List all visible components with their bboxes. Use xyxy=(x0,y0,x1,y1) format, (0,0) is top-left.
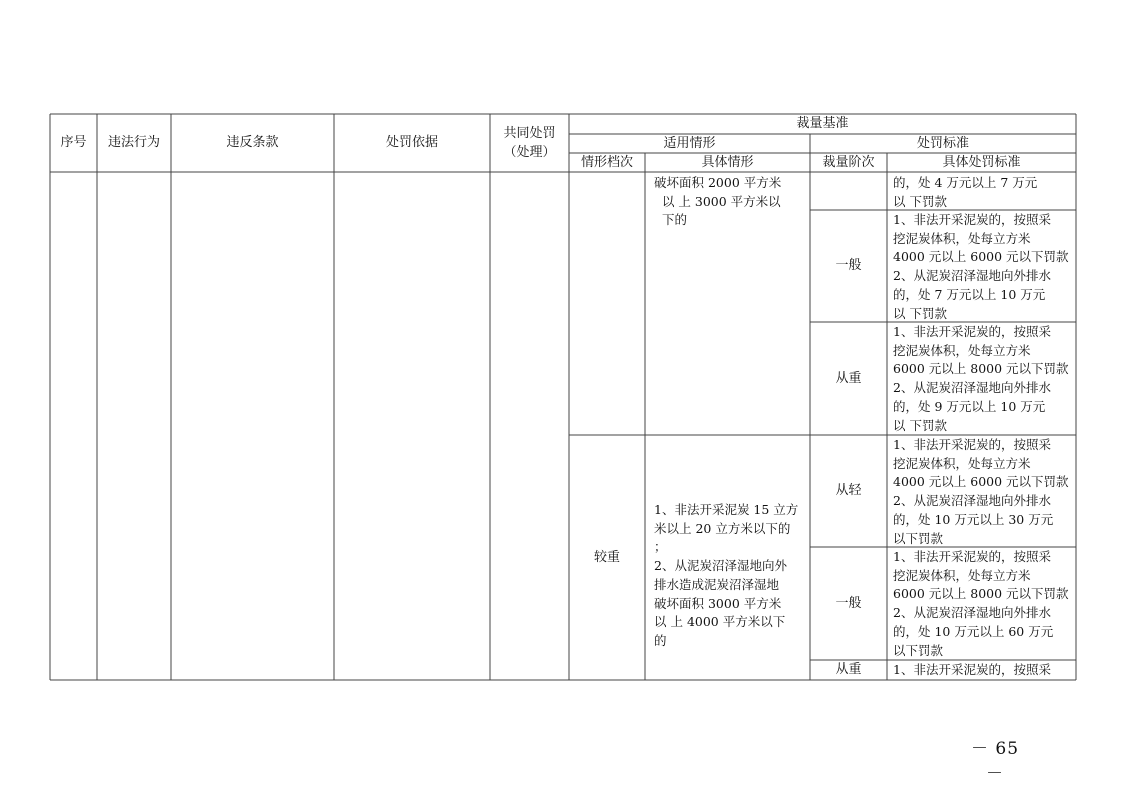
header-violated-clause: 违反条款 xyxy=(226,135,279,150)
header-applicable-situation: 适用情形 xyxy=(663,135,716,151)
stage-heavy-1: 从重 xyxy=(835,370,862,386)
standard-light-2: 1、非法开采泥炭的，按照采 挖泥炭体积，处每立方米 4000 元以上 6000 元以下罚款 2、从泥炭沼泽湿地向外排水 的，处 10 万元以上 30 万元 以下罚款 xyxy=(893,437,1069,546)
stage-general-1: 一般 xyxy=(835,258,862,273)
header-seq: 序号 xyxy=(60,135,87,150)
stage-heavy-2: 从重 xyxy=(835,662,862,677)
situation-1-continued: 破坏面积 2000 平方米 以 上 3000 平方米以 下的 xyxy=(654,175,782,228)
header-penalty-standard: 处罚标准 xyxy=(916,135,969,151)
stage-light-2: 从轻 xyxy=(835,483,862,498)
header-violation: 违法行为 xyxy=(107,135,160,150)
header-specific-penalty-standard: 具体处罚标准 xyxy=(942,154,1021,170)
stage-general-2: 一般 xyxy=(835,595,862,611)
header-specific-situation: 具体情形 xyxy=(701,154,754,170)
situation-serious: 1、非法开采泥炭 15 立方 米以上 20 立方米以下的 ； 2、从泥炭沼泽湿地向外 排水造成泥炭沼泽湿地 破坏面积 3000 平方米 以 上 4000 平方米以下 的 xyxy=(654,502,799,648)
standard-1-continued: 的，处 4 万元以上 7 万元 以 下罚款 xyxy=(893,175,1038,209)
standard-general-1: 1、非法开采泥炭的，按照采 挖泥炭体积，处每立方米 4000 元以上 6000 元以下罚款 2、从泥炭沼泽湿地向外排水 的，处 7 万元以上 10 万元 以 下罚款 xyxy=(893,212,1069,321)
header-discretion-stage: 裁量阶次 xyxy=(822,154,875,170)
level-serious: 较重 xyxy=(593,549,620,565)
page-number: － 65 － xyxy=(970,739,1020,784)
standard-general-2: 1、非法开采泥炭的，按照采 挖泥炭体积，处每立方米 6000 元以上 8000 元以下罚款 2、从泥炭沼泽湿地向外排水 的，处 10 万元以上 60 万元 以下罚款 xyxy=(893,549,1069,658)
header-joint-penalty: 共同处罚 （处理） xyxy=(503,126,556,160)
standard-heavy-2: 1、非法开采泥炭的，按照采 xyxy=(893,662,1051,677)
header-discretion-baseline: 裁量基准 xyxy=(796,116,849,131)
header-penalty-basis: 处罚依据 xyxy=(385,135,438,150)
header-situation-level: 情形档次 xyxy=(580,154,633,170)
standard-heavy-1: 1、非法开采泥炭的，按照采 挖泥炭体积，处每立方米 6000 元以上 8000 元以下罚款 2、从泥炭沼泽湿地向外排水 的，处 9 万元以上 10 万元 以 下罚款 xyxy=(893,324,1069,433)
